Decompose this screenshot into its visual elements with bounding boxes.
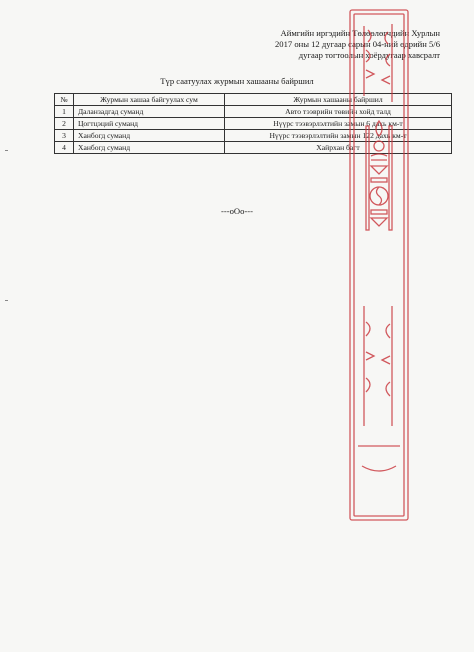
document-title: Түр саатуулах журмын хашааны байршил: [160, 76, 314, 86]
row-location: Нүүрс тээвэрлэлтийн замын 122 дахь км-т: [225, 130, 452, 142]
table-row: [55, 118, 452, 130]
row-sum: Даланзадгад суманд: [74, 106, 225, 118]
table-row: [55, 106, 452, 118]
table-row: [55, 142, 452, 154]
column-header-sum: Журмын хашаа байгуулах сум: [74, 94, 225, 106]
row-location: Авто тээврийн төвийн хойд талд: [225, 106, 452, 118]
scan-mark: [5, 150, 8, 151]
header-line-1: Аймгийн иргэдийн Төлөөлөгчдийн Хурлын: [280, 28, 440, 38]
column-header-number: №: [55, 94, 74, 106]
row-number: 1: [55, 106, 74, 118]
table-header-row: [55, 94, 452, 106]
row-location: Хайрхан багт: [225, 142, 452, 154]
row-number: 2: [55, 118, 74, 130]
row-location: Нүүрс тээвэрлэлтийн замын 6 дахь км-т: [225, 118, 452, 130]
row-number: 3: [55, 130, 74, 142]
scan-mark: [5, 300, 8, 301]
appendix-header: [275, 28, 440, 61]
row-sum: Цогтцэций суманд: [74, 118, 225, 130]
column-header-location: Журмын хашааны байршил: [225, 94, 452, 106]
row-sum: Ханбогд суманд: [74, 142, 225, 154]
end-mark: ---oOo---: [221, 206, 253, 216]
table-row: [55, 130, 452, 142]
location-table: [54, 93, 452, 154]
row-sum: Ханбогд суманд: [74, 130, 225, 142]
row-number: 4: [55, 142, 74, 154]
header-line-3: дугаар тогтоолын хоёрдугаар хавсралт: [298, 50, 440, 60]
header-line-2: 2017 оны 12 дугаар сарын 04-ний өдрийн 5/6: [274, 39, 440, 49]
